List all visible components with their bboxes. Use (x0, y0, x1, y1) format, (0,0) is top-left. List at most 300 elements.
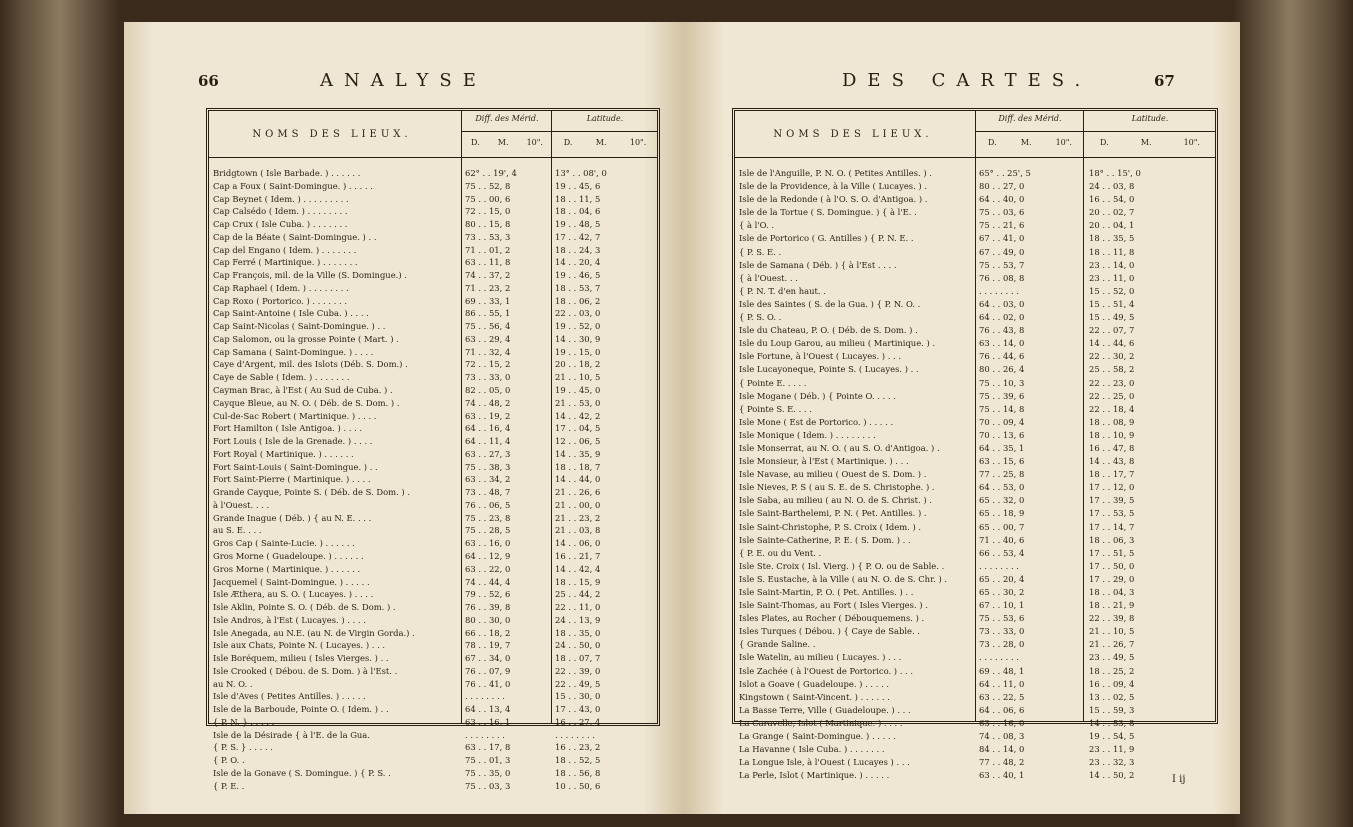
table-row (735, 638, 1215, 651)
table-row (209, 563, 657, 576)
latitude: 16 . . 27, 4 (555, 716, 601, 727)
latitude: 19 . . 48, 5 (555, 219, 601, 230)
header-diff-title: Diff. des Mérid. (475, 114, 539, 123)
meridian-diff: 63 . . 14, 0 (979, 338, 1025, 349)
place-name: Isle Ste. Croix ( Isl. Vierg. ) { P. O. ou de Sable. . (739, 560, 945, 571)
meridian-diff: 71 . . 32, 4 (465, 346, 511, 357)
latitude: 17 . . 12, 0 (1089, 482, 1135, 493)
table-row (735, 494, 1215, 507)
meridian-diff: 73 . . 48, 7 (465, 487, 511, 498)
latitude: 17 . . 51, 5 (1089, 547, 1135, 558)
meridian-diff: 75 . . 52, 8 (465, 180, 511, 191)
table-row (209, 307, 657, 320)
latitude: 22 . . 30, 2 (1089, 351, 1135, 362)
meridian-diff: 71 . . 01, 2 (465, 244, 511, 255)
latitude: 15 . . 49, 5 (1089, 312, 1135, 323)
meridian-diff: 64 . . 06, 6 (979, 704, 1025, 715)
meridian-diff: 71 . . 40, 6 (979, 534, 1025, 545)
place-name: Isle de la Redonde ( à l'O. S. O. d'Antigoa. ) . (739, 194, 928, 205)
header-latitude (1083, 111, 1216, 157)
meridian-diff: 67 . . 34, 0 (465, 653, 511, 664)
latitude: 22 . . 23, 0 (1089, 377, 1135, 388)
table-row (735, 625, 1215, 638)
table-row (209, 384, 657, 397)
header-sub-degrees: D. (471, 138, 480, 147)
latitude: 12 . . 06, 5 (555, 436, 601, 447)
header-sub-degrees: D. (563, 138, 573, 147)
meridian-diff: 73 . . 28, 0 (979, 639, 1025, 650)
place-name: Cul-de-Sac Robert ( Martinique. ) . . . . (213, 410, 377, 421)
table-row (209, 205, 657, 218)
latitude: 14 . . 06, 0 (555, 538, 601, 549)
table-row (209, 703, 657, 716)
table-row (735, 665, 1215, 678)
latitude: 21 . . 10, 5 (1089, 626, 1135, 637)
place-name: Isle Saint-Christophe, P. S. Croix ( Idem. ) . (739, 521, 922, 532)
meridian-diff: 75 . . 28, 5 (465, 525, 511, 536)
table-row (209, 435, 657, 448)
place-name: Cap Saint-Nicolas ( Saint-Domingue. ) . . (213, 321, 386, 332)
place-name: Isle de la Barboude, Pointe O. ( Idem. ) . . (213, 704, 389, 715)
meridian-diff: 65 . . 20, 4 (979, 573, 1025, 584)
place-name: Isle Nieves, P. S ( au S. E. de S. Christophe. ) . (739, 482, 935, 493)
meridian-diff: 64 . . 03, 0 (979, 298, 1025, 309)
right-page (684, 22, 1240, 814)
table-row (209, 499, 657, 512)
latitude: 18 . . 53, 7 (555, 282, 601, 293)
latitude: 23 . . 32, 3 (1089, 757, 1135, 768)
place-name: Bridgtown ( Isle Barbade. ) . . . . . . (213, 168, 361, 178)
meridian-diff: . . . . . . . . (979, 560, 1019, 571)
meridian-diff: 75 . . 14, 8 (979, 403, 1025, 414)
place-name: Grande Cayque, Pointe S. ( Déb. de S. Dom. ) . (213, 487, 411, 498)
latitude: 22 . . 03, 0 (555, 308, 601, 319)
place-name: La Caravelle, Islot ( Martinique. ) . . . . (739, 717, 903, 728)
latitude: 18 . . 15, 9 (555, 576, 601, 587)
table-row (735, 612, 1215, 625)
latitude: 15 . . 52, 0 (1089, 285, 1135, 296)
table-row (735, 455, 1215, 468)
meridian-diff: 64 . . 11, 4 (465, 436, 511, 447)
place-name: Isle Sainte-Catherine, P. E. ( S. Dom. ) . . (739, 534, 911, 545)
latitude: 17 . . 39, 5 (1089, 495, 1135, 506)
table-row (209, 537, 657, 550)
table-row (209, 180, 657, 193)
table-row (735, 573, 1215, 586)
place-name: Fort Royal ( Martinique. ) . . . . . . (213, 448, 354, 459)
latitude: 23 . . 11, 9 (1089, 744, 1135, 755)
place-name: { à l'O. . (739, 220, 774, 231)
latitude: 18 . . 17, 7 (1089, 469, 1135, 480)
table-row (735, 678, 1215, 691)
place-name: Fort Saint-Louis ( Saint-Domingue. ) . . (213, 461, 378, 472)
latitude: 14 . . 42, 4 (555, 563, 601, 574)
place-name: Cap del Engano ( Idem. ) . . . . . . . (213, 244, 357, 255)
meridian-diff: 69 . . 48, 1 (979, 665, 1025, 676)
place-name: { Pointe S. E. . . . (739, 403, 812, 414)
table-row (209, 231, 657, 244)
meridian-diff: 63 . . 11, 8 (465, 257, 511, 268)
table-row (209, 588, 657, 601)
latitude: 18 . . 18, 7 (555, 461, 601, 472)
latitude: 22 . . 07, 7 (1089, 325, 1135, 336)
header-sub-seconds: 10". (526, 138, 543, 147)
place-name: { P. S. O. . (739, 312, 782, 323)
latitude: 25 . . 58, 2 (1089, 364, 1135, 375)
latitude: 21 . . 26, 6 (555, 487, 601, 498)
header-sub-degrees: D. (988, 138, 997, 147)
running-head-right: DES CARTES. (842, 70, 1092, 91)
meridian-diff: 75 . . 21, 6 (979, 220, 1025, 231)
table-row (209, 716, 657, 729)
latitude: 22 . . 11, 0 (555, 602, 601, 613)
latitude: 22 . . 39, 8 (1089, 613, 1135, 624)
meridian-diff: 76 . . 06, 5 (465, 499, 511, 510)
table-row (209, 678, 657, 691)
latitude: 15 . . 30, 0 (555, 691, 601, 702)
meridian-diff: 64 . . 53, 0 (979, 482, 1025, 493)
table-row (735, 429, 1215, 442)
meridian-diff: 65 . . 30, 2 (979, 587, 1025, 597)
latitude: 18 . . 56, 8 (555, 767, 601, 778)
header-lat-title: Latitude. (1131, 114, 1169, 123)
table-row (209, 729, 657, 742)
meridian-diff: 78 . . 19, 7 (465, 640, 511, 651)
table-row (735, 246, 1215, 259)
place-name: Jacquemel ( Saint-Domingue. ) . . . . . (213, 576, 370, 587)
meridian-diff: 74 . . 44, 4 (465, 576, 511, 587)
meridian-diff: 65° . . 25', 5 (979, 168, 1031, 178)
latitude: 18 . . 06, 3 (1089, 534, 1135, 545)
signature-mark: I ij (1172, 774, 1186, 785)
latitude: 17 . . 29, 0 (1089, 573, 1135, 584)
meridian-diff: 75 . . 39, 6 (979, 390, 1025, 401)
table-row (209, 282, 657, 295)
table-row (209, 410, 657, 423)
table-row (735, 416, 1215, 429)
latitude: 21 . . 23, 2 (555, 512, 601, 523)
place-name: Gros Cap ( Sainte-Lucie. ) . . . . . . (213, 538, 355, 549)
table-row (735, 599, 1215, 612)
meridian-diff: 63 . . 16, 0 (465, 538, 511, 549)
place-name: { Pointe E. . . . . (739, 377, 807, 388)
table-row (735, 743, 1215, 756)
place-name: Isle Mogane ( Déb. ) { Pointe O. . . . . (739, 390, 896, 401)
header-names: NOMS DES LIEUX. (252, 128, 412, 140)
meridian-diff: 73 . . 33, 0 (979, 626, 1025, 637)
place-name: Cap François, mil. de la Ville (S. Domingue.) . (213, 270, 407, 281)
table-row (209, 295, 657, 308)
latitude: 17 . . 43, 0 (555, 704, 601, 715)
latitude: 18 . . 10, 9 (1089, 429, 1135, 440)
latitude: 19 . . 52, 0 (555, 321, 601, 332)
latitude: 16 . . 47, 8 (1089, 442, 1135, 453)
latitude: 22 . . 39, 0 (555, 665, 601, 676)
latitude: 14 . . 44, 0 (555, 474, 601, 485)
place-name: Isle Watelin, au milieu ( Lucayes. ) . . . (739, 652, 902, 663)
meridian-diff: 75 . . 03, 3 (465, 780, 511, 791)
place-name: Isle de la Providence, à la Ville ( Lucayes. ) . (739, 181, 928, 192)
latitude: 21 . . 00, 0 (555, 499, 601, 510)
place-name: { P. E. ou du Vent. . (739, 547, 822, 558)
latitude: 18 . . 11, 8 (1089, 246, 1135, 257)
latitude: 10 . . 50, 6 (555, 780, 601, 791)
meridian-diff: 75 . . 01, 3 (465, 755, 511, 766)
table-row (209, 627, 657, 640)
meridian-diff: 63 . . 27, 3 (465, 448, 511, 459)
meridian-diff: 70 . . 09, 4 (979, 416, 1025, 427)
place-name: Isle Monserrat, au N. O. ( au S. O. d'Antigoa. ) . (739, 442, 940, 453)
place-name: Isle Mone ( Est de Portorico. ) . . . . . (739, 416, 894, 427)
place-name: { P. S. } . . . . . (213, 742, 273, 753)
table-row (209, 614, 657, 627)
meridian-diff: 76 . . 07, 9 (465, 665, 511, 676)
latitude: 20 . . 02, 7 (1089, 207, 1135, 218)
table-row (209, 193, 657, 206)
meridian-diff: 64 . . 35, 1 (979, 442, 1025, 453)
place-name: { P. S. E. . (739, 246, 782, 257)
table-row (209, 652, 657, 665)
place-name: Kingstown ( Saint-Vincent. ) . . . . . . (739, 691, 890, 702)
meridian-diff: 76 . . 44, 6 (979, 351, 1025, 362)
meridian-diff: 67 . . 10, 1 (979, 600, 1025, 611)
meridian-diff: 84 . . 14, 0 (979, 744, 1025, 755)
latitude: 19 . . 54, 5 (1089, 731, 1135, 742)
table-row (209, 244, 657, 257)
meridian-diff: 67 . . 49, 0 (979, 246, 1025, 257)
place-name: La Havanne ( Isle Cuba. ) . . . . . . . (739, 744, 885, 755)
latitude: 16 . . 23, 2 (555, 742, 601, 753)
table-row (735, 232, 1215, 245)
table-row (735, 651, 1215, 664)
meridian-diff: 64 . . 16, 4 (465, 423, 511, 434)
meridian-diff: 77 . . 25, 8 (979, 469, 1025, 480)
place-name: La Longue Isle, à l'Ouest ( Lucayes ) . . . (739, 757, 910, 768)
place-name: Fort Louis ( Isle de la Grenade. ) . . . . (213, 436, 373, 447)
place-name: Cap Crux ( Isle Cuba. ) . . . . . . . (213, 219, 348, 230)
meridian-diff: 65 . . 32, 0 (979, 495, 1025, 506)
place-name: Isle de la Désirade { à l'E. de la Gua. (213, 729, 370, 740)
table-row (209, 780, 657, 793)
table-row (735, 586, 1215, 599)
table-body-left (209, 167, 657, 793)
latitude: 17 . . 14, 7 (1089, 521, 1135, 532)
place-name: Isle Andros, à l'Est ( Lucayes. ) . . . . (213, 614, 366, 625)
table-row (209, 665, 657, 678)
place-name: Isle de la Gonave ( S. Domingue. ) { P. S. . (213, 767, 391, 778)
table-row (735, 442, 1215, 455)
place-name: Isle Monsieur, à l'Est ( Martinique. ) . . . (739, 456, 909, 467)
table-row (735, 403, 1215, 416)
meridian-diff: 76 . . 08, 8 (979, 272, 1025, 283)
meridian-diff: . . . . . . . . (979, 652, 1019, 663)
meridian-diff: 65 . . 18, 9 (979, 508, 1025, 519)
place-name: Cap Samana ( Saint-Domingue. ) . . . . (213, 346, 374, 357)
latitude: 23 . . 49, 5 (1089, 652, 1135, 663)
latitude: 17 . . 50, 0 (1089, 560, 1135, 571)
table-row (209, 473, 657, 486)
latitude: 22 . . 49, 5 (555, 678, 601, 689)
latitude: 18 . . 07, 7 (555, 653, 601, 664)
meridian-diff: 80 . . 15, 8 (465, 219, 511, 230)
latitude: 14 . . 42, 2 (555, 410, 601, 421)
table-row (735, 363, 1215, 376)
header-diff-meridian (461, 111, 552, 157)
meridian-diff: 76 . . 43, 8 (979, 325, 1025, 336)
table-row (735, 180, 1215, 193)
table-row (735, 756, 1215, 769)
header-sub-seconds: 10". (1055, 138, 1072, 147)
latitude: 24 . . 03, 8 (1089, 181, 1135, 192)
header-names: NOMS DES LIEUX. (773, 128, 933, 140)
place-name: Isle du Chateau, P. O. ( Déb. de S. Dom. ) . (739, 325, 918, 336)
latitude: 22 . . 25, 0 (1089, 390, 1135, 401)
place-name: Cayque Bleue, au N. O. ( Déb. de S. Dom. ) . (213, 397, 400, 408)
latitude: 19 . . 45, 6 (555, 180, 601, 191)
table-row (209, 269, 657, 282)
latitude: 18 . . 52, 5 (555, 755, 601, 766)
meridian-diff: 64 . . 13, 4 (465, 704, 511, 715)
latitude: 23 . . 11, 0 (1089, 272, 1135, 283)
place-name: Cap de la Béate ( Saint-Domingue. ) . . (213, 231, 377, 242)
table-row (735, 534, 1215, 547)
latitude: 25 . . 44, 2 (555, 589, 601, 600)
meridian-diff: 63 . . 22, 5 (979, 691, 1025, 702)
latitude: 19 . . 46, 5 (555, 270, 601, 281)
table-row (735, 193, 1215, 206)
latitude: 14 . . 30, 9 (555, 333, 601, 344)
meridian-diff: 67 . . 41, 0 (979, 233, 1025, 244)
table-row (209, 512, 657, 525)
latitude: 18 . . 04, 3 (1089, 587, 1135, 597)
latitude: 18 . . 35, 5 (1089, 233, 1135, 244)
meridian-diff: 66 . . 18, 2 (465, 627, 511, 638)
meridian-diff: 71 . . 23, 2 (465, 282, 511, 293)
place-name: Gros Morne ( Martinique. ) . . . . . . (213, 563, 361, 574)
meridian-diff: 73 . . 53, 3 (465, 231, 511, 242)
place-name: Isle Saba, au milieu ( au N. O. de S. Christ. ) . (739, 495, 932, 506)
place-name: Isle aux Chats, Pointe N. ( Lucayes. ) . . . (213, 640, 386, 651)
latitude: 21 . . 53, 0 (555, 397, 601, 408)
place-name: à l'Ouest. . . . (213, 499, 270, 510)
place-name: Isle Aklin, Pointe S. O. ( Déb. de S. Dom. ) . (213, 602, 396, 613)
meridian-diff: 63 . . 16, 0 (979, 717, 1025, 728)
place-name: Isle Lucayoneque, Pointe S. ( Lucayes. ) . . (739, 364, 919, 375)
latitude: 13 . . 02, 5 (1089, 691, 1135, 702)
meridian-diff: 75 . . 03, 6 (979, 207, 1025, 218)
latitude: 16 . . 21, 7 (555, 550, 601, 561)
latitude: 18 . . 08, 9 (1089, 416, 1135, 427)
latitude: 17 . . 42, 7 (555, 231, 601, 242)
place-name: { P. O. . (213, 755, 245, 766)
meridian-diff: 72 . . 15, 2 (465, 359, 511, 370)
header-latitude (551, 111, 658, 157)
place-name: Isle Saint-Thomas, au Fort ( Isles Vierges. ) . (739, 600, 928, 611)
place-name: Isle d'Aves ( Petites Antilles. ) . . . . . (213, 691, 366, 702)
table-row (735, 717, 1215, 730)
table-row (209, 741, 657, 754)
meridian-diff: 75 . . 10, 3 (979, 377, 1025, 388)
meridian-diff: 76 . . 39, 8 (465, 602, 511, 613)
table-row (209, 448, 657, 461)
place-name: Isle Boréquem, milieu ( Isles Vierges. ) . . (213, 653, 389, 664)
latitude: 18 . . 06, 2 (555, 295, 601, 306)
meridian-diff: 69 . . 33, 1 (465, 295, 511, 306)
meridian-diff: 66 . . 53, 4 (979, 547, 1025, 558)
place-name: Isle Anegada, au N.E. (au N. de Virgin Gorda.) . (213, 627, 415, 638)
table-row (735, 560, 1215, 573)
place-name: Isle Monique ( Idem. ) . . . . . . . . (739, 429, 876, 440)
place-name: Isle Saint-Barthelemi, P. N. ( Pet. Antilles. ) . (739, 508, 927, 519)
table-row (209, 256, 657, 269)
meridian-diff: . . . . . . . . (979, 285, 1019, 296)
latitude: 21 . . 10, 5 (555, 372, 601, 383)
place-name: { à l'Ouest. . . (739, 272, 798, 283)
header-sub-minutes: M. (497, 138, 509, 147)
table-row (209, 320, 657, 333)
place-name: Cap Roxo ( Portorico. ) . . . . . . . (213, 295, 348, 306)
latitude: 14 . . 20, 4 (555, 257, 601, 268)
place-name: La Perle, Islot ( Martinique. ) . . . . . (739, 770, 890, 781)
place-name: Caye de Sable ( Idem. ) . . . . . . . (213, 372, 350, 383)
table-row (209, 167, 657, 180)
place-name: Isle Fortune, à l'Ouest ( Lucayes. ) . . . (739, 351, 902, 362)
table-row (735, 468, 1215, 481)
header-sub-seconds: 10". (1183, 138, 1200, 147)
meridian-diff: 75 . . 00, 6 (465, 193, 511, 204)
table-row (209, 639, 657, 652)
place-name: Islot a Goave ( Guadeloupe. ) . . . . . (739, 678, 890, 689)
place-name: Grande Inague ( Déb. ) { au N. E. . . . (213, 512, 372, 523)
meridian-diff: 63 . . 40, 1 (979, 770, 1025, 781)
table-left (206, 108, 660, 791)
table-row (209, 333, 657, 346)
table-row (735, 390, 1215, 403)
meridian-diff: 64 . . 40, 0 (979, 194, 1025, 205)
place-name: Gros Morne ( Guadeloupe. ) . . . . . . (213, 550, 364, 561)
place-name: Isle du Loup Garou, au milieu ( Martinique. ) . (739, 338, 936, 349)
latitude: 16 . . 54, 0 (1089, 194, 1135, 205)
table-row (209, 218, 657, 231)
meridian-diff: 64 . . 02, 0 (979, 312, 1025, 323)
table-row (735, 285, 1215, 298)
header-sub-minutes: M. (1020, 138, 1032, 147)
table-row (735, 769, 1215, 782)
place-name: Isle Æthera, au S. O. ( Lucayes. ) . . . . (213, 589, 374, 600)
table-row (735, 481, 1215, 494)
meridian-diff: 63 . . 19, 2 (465, 410, 511, 421)
meridian-diff: 75 . . 53, 7 (979, 259, 1025, 270)
place-name: { P. N. } . . . . . (213, 716, 275, 727)
meridian-diff: 63 . . 22, 0 (465, 563, 511, 574)
table-header (735, 111, 1215, 158)
table-row (735, 324, 1215, 337)
table-row (209, 550, 657, 563)
table-row (735, 337, 1215, 350)
meridian-diff: 82 . . 05, 0 (465, 385, 511, 396)
table-row (735, 507, 1215, 520)
latitude: 21 . . 03, 8 (555, 525, 601, 536)
place-name: Fort Saint-Pierre ( Martinique. ) . . . . (213, 474, 371, 485)
latitude: 14 . . 44, 6 (1089, 338, 1135, 349)
meridian-diff: 86 . . 55, 1 (465, 308, 511, 319)
place-name: Cayman Brac, à l'Est ( Au Sud de Cuba. ) . (213, 385, 393, 396)
latitude: 24 . . 13, 9 (555, 614, 601, 625)
meridian-diff: 75 . . 23, 8 (465, 512, 511, 523)
running-head-left: ANALYSE (320, 70, 487, 91)
latitude: 18° . . 15', 0 (1089, 168, 1141, 178)
latitude: 14 . . 43, 8 (1089, 456, 1135, 467)
